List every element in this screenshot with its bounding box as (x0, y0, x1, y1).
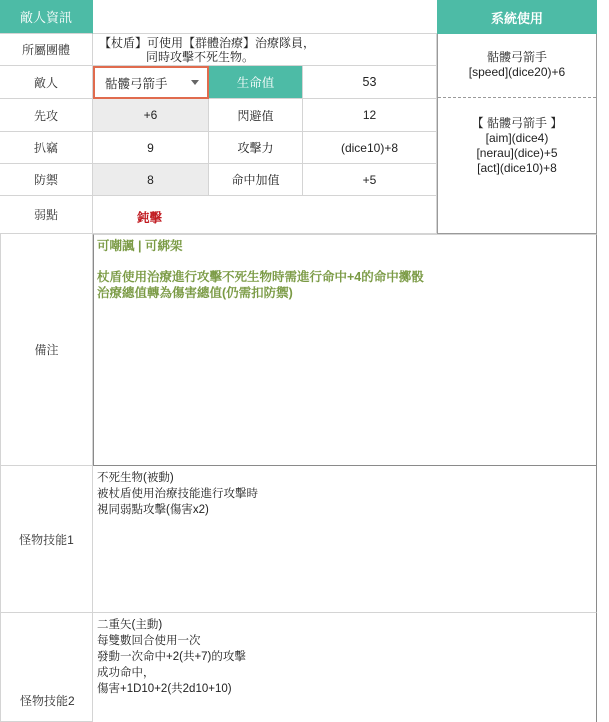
dodge-label-text: 閃避值 (237, 108, 274, 123)
dodge-label (209, 99, 303, 132)
affiliation-line1: 【杖盾】可使用【群體治療】治療隊員， (99, 36, 316, 50)
hp-label-text: 生命值 (236, 76, 275, 90)
initiative-label-text: 先攻 (33, 108, 58, 123)
weakness-label-text: 弱點 (33, 208, 58, 222)
chevron-down-icon[interactable] (191, 80, 199, 85)
grapple-label (0, 132, 93, 164)
grapple-label-text: 扒竊 (33, 141, 58, 155)
notes-label-text: 備注 (34, 343, 59, 357)
affiliation-label (0, 34, 93, 66)
system-panel (437, 34, 597, 234)
defense-value (93, 164, 209, 196)
defense-value-text: 8 (147, 172, 154, 187)
initiative-value (93, 99, 209, 132)
system-header (437, 0, 597, 34)
attack-label (209, 132, 303, 164)
skill2-label-text: 怪物技能2 (20, 694, 75, 708)
attack-label-text: 攻擊力 (237, 141, 274, 155)
defense-label-text: 防禦 (33, 173, 58, 187)
tab-label: 敵人資訊 (19, 10, 72, 25)
skill2-text: 二重矢(主動) 每雙數回合使用一次 發動一次命中+2(共+7)的攻擊 成功命中， 傷害+1D10+2(共2d10+10) (97, 619, 246, 695)
header-spacer (93, 0, 437, 34)
enemy-select[interactable] (93, 66, 209, 99)
weakness-cell (93, 196, 437, 234)
notes-line3: 治療總值轉為傷害總值(仍需扣防禦) (97, 286, 293, 300)
hit-bonus-value-text: +5 (362, 172, 377, 187)
dodge-value (303, 99, 437, 132)
skill1-label-text: 怪物技能1 (19, 532, 74, 547)
skill1-content (93, 466, 597, 613)
dodge-value-text: 12 (362, 108, 377, 122)
weakness-label (0, 196, 93, 234)
tab-enemy-info[interactable] (0, 0, 93, 34)
enemy-label-text: 敵人 (33, 75, 58, 90)
system-block-stats (438, 116, 596, 176)
hit-bonus-label-text: 命中加值 (231, 173, 280, 187)
system-block2-aim: [aim](dice4) (485, 131, 549, 145)
affiliation-line2: 同時攻擊不死生物。 (146, 50, 255, 64)
attack-value-text: (dice10)+8 (340, 140, 399, 155)
hit-bonus-value (303, 164, 437, 196)
weakness-value: 鈍擊 (137, 211, 163, 225)
defense-label (0, 164, 93, 196)
hit-bonus-label (209, 164, 303, 196)
system-header-label: 系統使用 (490, 10, 543, 26)
notes-line1: 可嘲諷 | 可綁架 (97, 239, 183, 253)
notes-line2: 杖盾使用治療進行攻擊不死生物時需進行命中+4的命中擲骰 (97, 270, 424, 284)
system-block2-act: [act](dice10)+8 (477, 161, 557, 175)
initiative-value-text: +6 (143, 108, 158, 122)
hp-label (209, 66, 303, 99)
affiliation-value (93, 34, 437, 66)
hp-value-text: 53 (362, 75, 377, 89)
system-block1-speed: [speed](dice20)+6 (468, 65, 566, 79)
system-block2-name: 【 骷髏弓箭手 】 (471, 116, 563, 130)
notes-label (0, 234, 93, 466)
enemy-label (0, 66, 93, 99)
grapple-value-text: 9 (147, 140, 154, 155)
grapple-value (93, 132, 209, 164)
enemy-select-value: 骷髏弓箭手 (105, 76, 168, 91)
system-block1-name: 骷髏弓箭手 (486, 50, 547, 64)
system-block2-nerau: [nerau](dice)+5 (476, 146, 558, 160)
notes-content (93, 234, 597, 466)
attack-value (303, 132, 437, 164)
initiative-label (0, 99, 93, 132)
affiliation-label-text: 所屬團體 (21, 43, 70, 57)
skill1-text: 不死生物(被動) 被杖盾使用治療技能進行攻擊時 視同弱點攻擊(傷害x2) (97, 472, 258, 516)
skill2-label (0, 613, 93, 722)
system-block-speed (438, 34, 596, 98)
skill2-content (93, 613, 597, 722)
skill1-label (0, 466, 93, 613)
hp-value (303, 66, 437, 99)
